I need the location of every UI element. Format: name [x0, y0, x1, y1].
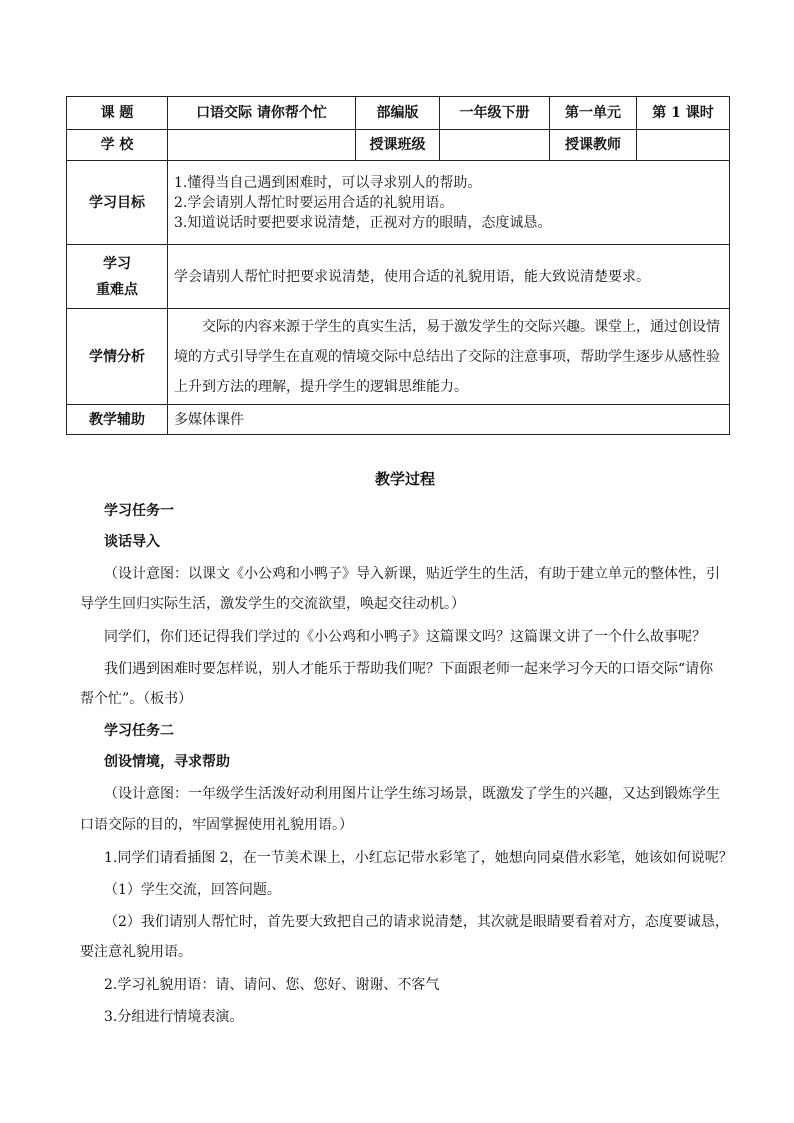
section-heading: 谈话导入 [104, 534, 160, 550]
goal-item: 1.懂得当自己遇到困难时，可以寻求别人的帮助。 [174, 174, 482, 191]
analysis-text: 交际的内容来源于学生的真实生活，易于激发学生的交际兴趣。课堂上，通过创设情 境的方式引导学生在直观的情境交际中总结出了交际的注意事项，帮助学生逐步从感性验 上升到方法的理解，提升学生的逻辑思维能力。 [168, 309, 730, 405]
paragraph: （2）我们请别人帮忙时，首先要大致把自己的请求说清楚，其次就是眼睛要看着对方，态度要诚恳， [104, 914, 729, 930]
unit-value: 第一单元 [550, 97, 637, 130]
paragraph: 2.学习礼貌用语：请、请问、您、您好、谢谢、不客气 [104, 977, 440, 993]
design-intent: 导学生回归实际生活，激发学生的交流欲望，唤起交往动机。） [80, 596, 465, 612]
grade-value: 一年级下册 [440, 97, 550, 130]
aids-text: 多媒体课件 [168, 405, 730, 435]
paragraph: 帮个忙”。（板书） [80, 691, 193, 707]
paragraph: 同学们，你们还记得我们学过的《小公鸡和小鸭子》这篇课文吗？这篇课文讲了一个什么故事呢？ [104, 629, 706, 645]
process-title: 教学过程 [374, 470, 435, 488]
paragraph: 我们遇到困难时要怎样说，别人才能乐于帮助我们呢？下面跟老师一起来学习今天的口语交际“请你 [104, 661, 714, 677]
design-intent: （设计意图：以课文《小公鸡和小鸭子》导入新课，贴近学生的生活，有助于建立单元的整体性，引 [104, 566, 720, 582]
design-intent: 口语交际的目的，牢固掌握使用礼貌用语。） [80, 817, 353, 833]
goal-item: 2.学会请别人帮忙时要运用合适的礼貌用语。 [174, 194, 454, 211]
school-value [168, 130, 356, 161]
table-row-school [67, 130, 730, 161]
teaching-process [80, 468, 733, 1028]
edition-value: 部编版 [356, 97, 440, 130]
table-row-aids [67, 405, 730, 435]
topic-label: 课 题 [67, 97, 168, 130]
class-value [440, 130, 550, 161]
lesson-info-table [66, 96, 730, 435]
table-row-analysis [67, 309, 730, 405]
goals-list [168, 161, 730, 245]
analysis-label: 学情分析 [67, 309, 168, 405]
paragraph: （1）学生交流，回答问题。 [104, 882, 281, 898]
teacher-value [637, 130, 730, 161]
table-row-key-points [67, 245, 730, 309]
design-intent: （设计意图：一年级学生活泼好动利用图片让学生练习场景，既激发了学生的兴趣，又达到锻炼学生 [104, 786, 720, 802]
section-heading: 创设情境，寻求帮助 [104, 754, 230, 770]
paragraph: 1.同学们请看插图 2，在一节美术课上，小红忘记带水彩笔了，她想向同桌借水彩笔，她该如何说呢？ [104, 850, 733, 866]
goals-label: 学习目标 [67, 161, 168, 245]
class-label: 授课班级 [356, 130, 440, 161]
goal-item: 3.知道说话时要把要求说清楚，正视对方的眼睛，态度诚恳。 [174, 214, 552, 231]
lesson-value: 第 1 课时 [637, 97, 730, 130]
topic-value: 口语交际 请你帮个忙 [168, 97, 356, 130]
key-points-label: 学习 重难点 [67, 245, 168, 309]
paragraph: 3.分组进行情境表演。 [104, 1009, 244, 1025]
task-heading: 学习任务一 [104, 503, 174, 519]
teacher-label: 授课教师 [550, 130, 637, 161]
table-row-goals [67, 161, 730, 245]
task-heading: 学习任务二 [104, 723, 174, 739]
table-row-topic [67, 97, 730, 130]
key-points-text: 学会请别人帮忙时把要求说清楚，使用合适的礼貌用语，能大致说清楚要求。 [168, 245, 730, 309]
aids-label: 教学辅助 [67, 405, 168, 435]
school-label: 学 校 [67, 130, 168, 161]
paragraph: 要注意礼貌用语。 [80, 944, 192, 960]
